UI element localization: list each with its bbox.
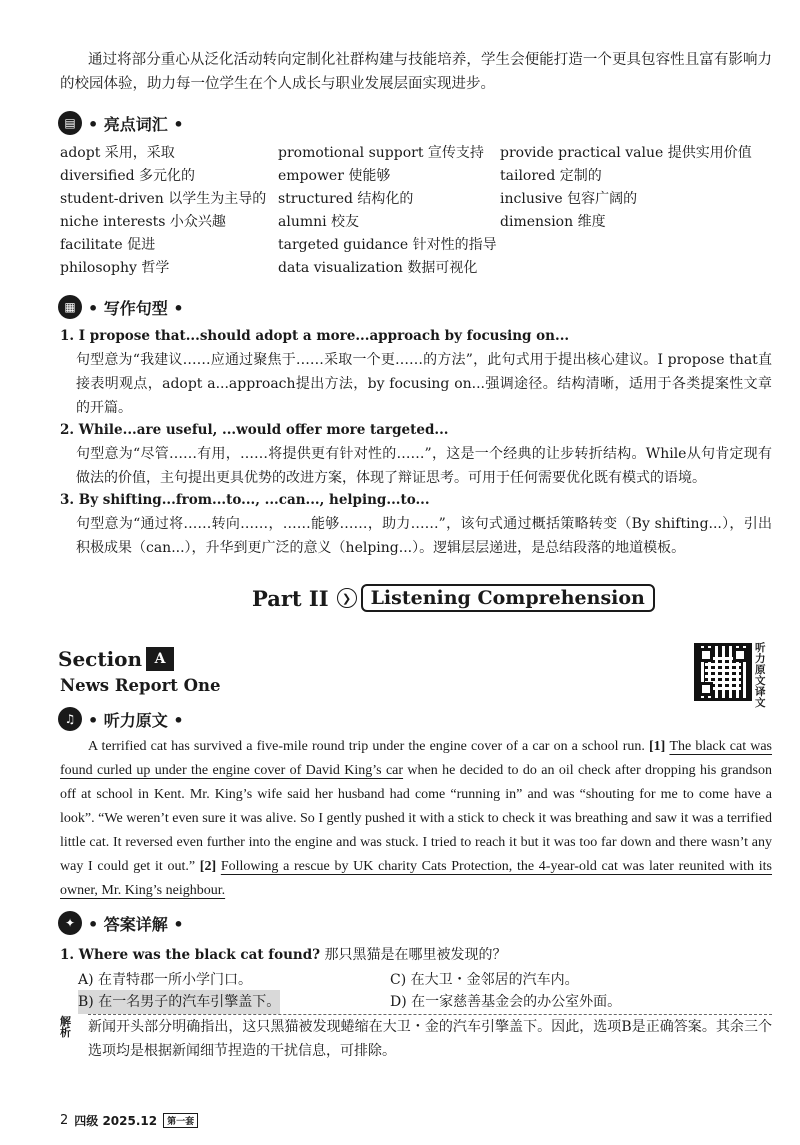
question-title: 1. Where was the black cat found? bbox=[60, 947, 321, 963]
qr-code[interactable] bbox=[694, 643, 752, 701]
option-c: C) 在大卫・金邻居的汽车内。 bbox=[390, 972, 579, 988]
sentence-pattern-1 bbox=[60, 324, 772, 420]
vocab-item: philosophy 哲学 bbox=[60, 260, 170, 276]
vocab-item: provide practical value 提供实用价值 bbox=[500, 145, 752, 161]
qr-finder-pattern bbox=[699, 648, 713, 662]
sentence-pattern-title: 2. While...are useful, ...would offer more targeted... bbox=[60, 422, 449, 438]
sentence-pattern-body: 句型意为“尽管……有用，……将提供更有针对性的……”，这是一个经典的让步转折结构。While从句肯定现有做法的价值，主句提出更具优势的改进方案，体现了辩证思考。可用于任何需要优化既有模式的语境。 bbox=[76, 446, 772, 486]
listening-section-header bbox=[58, 704, 184, 734]
listening-transcript bbox=[60, 735, 772, 903]
option-d: D) 在一家慈善基金会的办公室外面。 bbox=[390, 994, 622, 1010]
qr-finder-pattern bbox=[733, 648, 747, 662]
vocab-item: adopt 采用，采取 bbox=[60, 145, 175, 161]
vocab-column-1 bbox=[60, 142, 266, 280]
vocab-item: tailored 定制的 bbox=[500, 168, 602, 184]
notebook-icon: ▦ bbox=[58, 295, 82, 319]
qr-caption: 听力原文译文 bbox=[755, 642, 766, 709]
option-a: A) 在青特郡一所小学门口。 bbox=[78, 972, 253, 988]
analysis-body: 新闻开头部分明确指出，这只黑猫被发现蜷缩在大卫・金的汽车引擎盖下。因此，选项B是正确答案。其余三个选项均是根据新闻细节捏造的干扰信息，可排除。 bbox=[88, 1014, 772, 1063]
part-header bbox=[252, 584, 655, 612]
vocab-column-2 bbox=[278, 142, 497, 280]
analysis-block bbox=[60, 1014, 772, 1063]
answer-section-header bbox=[58, 908, 184, 938]
sentence-pattern-body: 句型意为“通过将……转向……，……能够……，助力……”，该句式通过概括策略转变（By shifting...），引出积极成果（can...），升华到更广泛的意义（helping...）。逻辑层层递进，是总结段落的地道模板。 bbox=[76, 516, 772, 556]
sentence-pattern-title: 3. By shifting...from...to..., ...can..., helping...to... bbox=[60, 492, 430, 508]
footer-text: 四级 2025.12 bbox=[74, 1114, 158, 1128]
document-icon: ▤ bbox=[58, 111, 82, 135]
option-b-highlighted: B) 在一名男子的汽车引擎盖下。 bbox=[78, 990, 280, 1014]
vocab-section-header bbox=[58, 108, 184, 138]
vocab-item: facilitate 促进 bbox=[60, 237, 156, 253]
section-heading bbox=[58, 647, 174, 671]
sentence-pattern-title: 1. I propose that...should adopt a more...approach by focusing on... bbox=[60, 328, 570, 344]
vocab-item: targeted guidance 针对性的指导 bbox=[278, 237, 497, 253]
vocab-item: promotional support 宣传支持 bbox=[278, 145, 484, 161]
vocab-item: dimension 维度 bbox=[500, 214, 606, 230]
question-1 bbox=[60, 943, 772, 967]
transcript-text: when he decided to do an oil check after dropping his grandson off at school in Kent. Mr. King’s wife said her husband had come “running in” and was “shouting for me to come have a look”. “We weren’t even sure it was alive. So I gently pushed it with a stick to check it was breathing and saw it was a terrified little cat. It reversed even further into the engine and was stuck. I tried to reach it but it was too far down and there wasn’t any way I could get it out.” bbox=[60, 763, 772, 874]
question-title-cn: 那只黑猫是在哪里被发现的？ bbox=[320, 947, 507, 963]
vocab-item: student-driven 以学生为主导的 bbox=[60, 191, 267, 207]
key-sentence: Following a rescue by UK charity Cats Protection, the 4-year-old cat was later reunited with its owner, Mr. King’s neighbour. bbox=[60, 859, 772, 898]
key-sentence: The black cat was found curled up under the engine cover of David King’s car bbox=[60, 739, 772, 778]
vocab-item: alumni 校友 bbox=[278, 214, 360, 230]
vocab-section-title: • 亮点词汇 • bbox=[88, 114, 184, 134]
answer-section-title: • 答案详解 • bbox=[88, 914, 184, 934]
sentence-pattern-3 bbox=[60, 488, 772, 560]
footer-tag: 第一套 bbox=[163, 1113, 198, 1128]
sentence-pattern-body: 句型意为“我建议……应通过聚焦于……采取一个更……的方法”，此句式用于提出核心建议。I propose that直接表明观点，adopt a...approach提出方法，by focusing on...强调途径。结构清晰，适用于各类提案性文章的开篇。 bbox=[76, 352, 772, 416]
news-report-title: News Report One bbox=[60, 676, 221, 695]
intro-paragraph: 通过将部分重心从泛化活动转向定制化社群构建与技能培养，学生会便能打造一个更具包容性且富有影响力的校园体验，助力每一位学生在个人成长与职业发展层面实现进步。 bbox=[60, 52, 772, 92]
transcript-text: A terrified cat has survived a five-mile round trip under the engine cover of a car on a school run. bbox=[88, 739, 649, 754]
headphones-icon: ♫ bbox=[58, 707, 82, 731]
part-label: Part II bbox=[252, 585, 329, 611]
part-title: Listening Comprehension bbox=[361, 584, 655, 612]
listening-section-title: • 听力原文 • bbox=[88, 710, 184, 730]
lightbulb-icon: ✦ bbox=[58, 911, 82, 935]
vocab-item: inclusive 包容广阔的 bbox=[500, 191, 638, 207]
page-footer bbox=[60, 1112, 198, 1129]
vocab-item: empower 使能够 bbox=[278, 168, 391, 184]
sentence-section-header bbox=[58, 292, 184, 322]
vocab-item: structured 结构化的 bbox=[278, 191, 414, 207]
sentence-section-title: • 写作句型 • bbox=[88, 298, 184, 318]
section-letter: A bbox=[146, 647, 174, 671]
question-marker: [2] bbox=[199, 859, 221, 874]
chevron-right-icon: ❯ bbox=[337, 588, 357, 608]
vocab-item: data visualization 数据可视化 bbox=[278, 260, 478, 276]
page-number: 2 bbox=[60, 1113, 69, 1128]
qr-finder-pattern bbox=[699, 682, 713, 696]
question-marker: [1] bbox=[648, 739, 670, 754]
sentence-pattern-2 bbox=[60, 418, 772, 490]
analysis-tag: 解析 bbox=[60, 1015, 71, 1039]
vocab-item: diversified 多元化的 bbox=[60, 168, 196, 184]
vocab-column-3 bbox=[500, 142, 752, 234]
vocab-item: niche interests 小众兴趣 bbox=[60, 214, 226, 230]
section-label: Section bbox=[58, 647, 143, 671]
